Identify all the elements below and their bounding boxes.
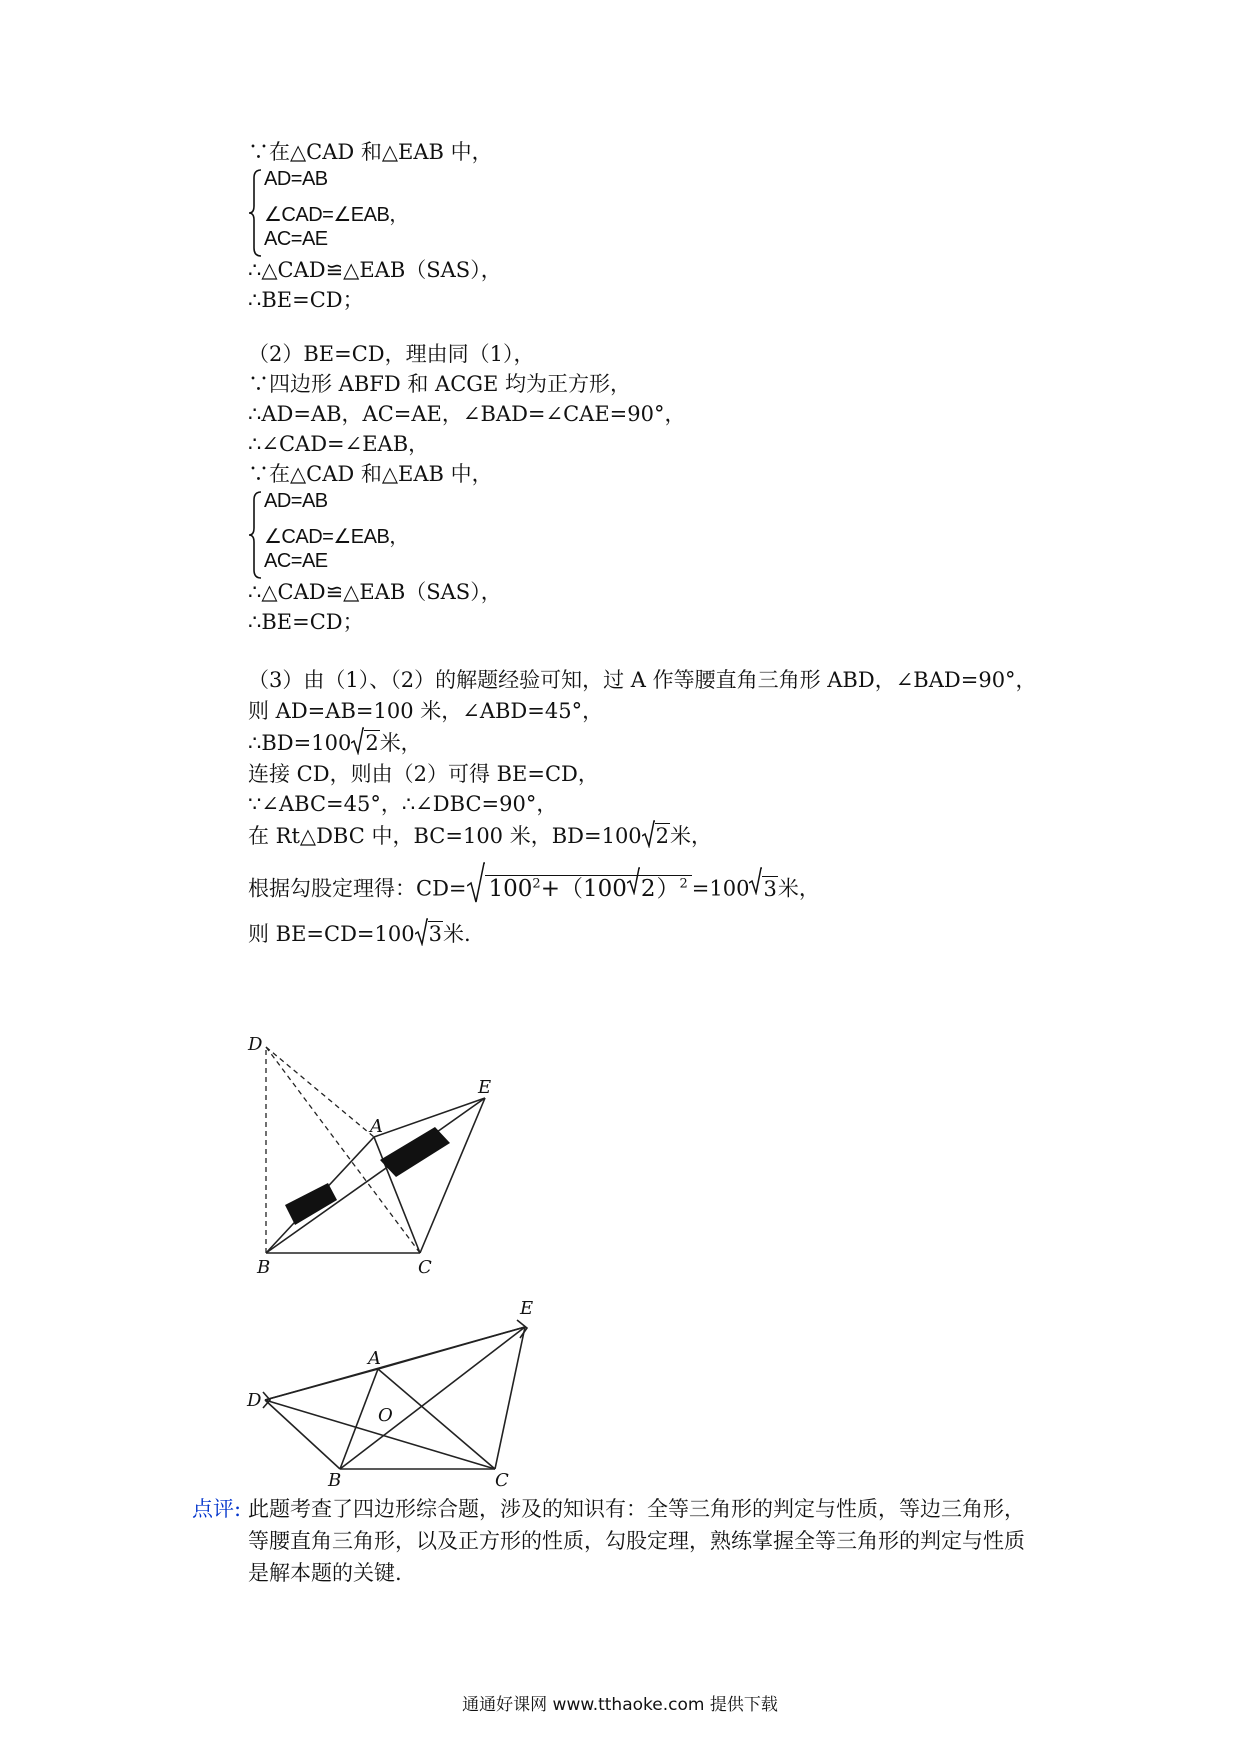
text-line xyxy=(248,729,422,757)
text-line: ∵在△CAD 和△EAB 中， xyxy=(248,140,493,164)
text-segment: 则 BE=CD=100 xyxy=(248,922,415,946)
system-row: ∠CAD=∠EAB， xyxy=(264,204,409,226)
exponent: 2 xyxy=(679,876,688,891)
radicand: 3 xyxy=(428,922,442,946)
radical-icon xyxy=(627,867,640,895)
text-line: 则 AD=AB=100 米，∠ABD=45°， xyxy=(248,699,604,723)
sqrt-expression xyxy=(351,729,379,757)
exponent: 2 xyxy=(532,876,541,891)
text-segment: 在 Rt△DBC 中，BC=100 米，BD=100 xyxy=(248,824,642,848)
segment-ce xyxy=(495,1327,525,1469)
text-line: ∴△CAD≌△EAB（SAS）， xyxy=(248,580,502,604)
radical-icon xyxy=(467,862,485,904)
radicand: 2 xyxy=(365,731,379,755)
point-label: D xyxy=(248,1035,263,1055)
sqrt-expression xyxy=(627,869,657,909)
point-label: A xyxy=(370,1116,383,1137)
geometry-figure-1 xyxy=(240,1035,510,1280)
text-line xyxy=(248,864,820,909)
text-segment: 米， xyxy=(379,731,422,755)
segment-ac xyxy=(378,1369,495,1469)
text-segment: 100 xyxy=(488,875,533,902)
point-label: D xyxy=(247,1390,262,1411)
system-row: AC=AE xyxy=(264,228,328,250)
text-line xyxy=(248,920,471,948)
segment-da-dashed xyxy=(266,1047,374,1137)
comment-line: 等腰直角三角形，以及正方形的性质，勾股定理，熟练掌握全等三角形的判定与性质 xyxy=(248,1529,1025,1553)
text-segment: ∴BD=100 xyxy=(248,731,352,755)
point-label: C xyxy=(418,1257,432,1278)
sqrt-expression xyxy=(642,822,670,850)
comment-line: 此题考查了四边形综合题，涉及的知识有：全等三角形的判定与性质，等边三角形， xyxy=(248,1497,1025,1521)
radical-icon xyxy=(642,820,655,848)
radical-icon xyxy=(749,867,762,895)
comment-tag: 点评: xyxy=(192,1497,242,1521)
system-row: ∠CAD=∠EAB， xyxy=(264,526,409,548)
radical-icon xyxy=(415,918,428,946)
text-line: 连接 CD，则由（2）可得 BE=CD， xyxy=(248,762,599,786)
brace-icon xyxy=(248,490,264,580)
point-label: E xyxy=(520,1298,534,1319)
radical-icon xyxy=(351,727,364,755)
radicand: 2 xyxy=(655,824,670,848)
text-segment: ） xyxy=(656,875,680,902)
text-line: ∵四边形 ABFD 和 ACGE 均为正方形， xyxy=(248,372,632,396)
point-label: O xyxy=(378,1405,393,1426)
comment-block xyxy=(192,1493,241,1525)
radicand xyxy=(485,875,692,902)
segment-de xyxy=(265,1327,525,1400)
text-line: ∴AD=AB，AC=AE，∠BAD=∠CAE=90°， xyxy=(248,402,686,426)
building-block xyxy=(285,1183,337,1225)
system-row: AC=AE xyxy=(264,550,328,572)
text-line xyxy=(248,822,712,850)
text-line: （3）由（1）、（2）的解题经验可知，过 A 作等腰直角三角形 ABD，∠BAD=90°， xyxy=(248,668,1037,692)
point-label: B xyxy=(328,1470,342,1487)
equation-system xyxy=(248,168,409,258)
geometry-figure-2 xyxy=(245,1292,560,1487)
sqrt-expression xyxy=(415,920,443,948)
page-footer: 通通好课网 www.tthaoke.com 提供下载 xyxy=(462,1695,778,1715)
equation-system xyxy=(248,490,409,580)
text-line: ∵在△CAD 和△EAB 中， xyxy=(248,462,493,486)
brace-icon xyxy=(248,168,264,258)
text-line: ∵∠ABC=45°，∴∠DBC=90°， xyxy=(248,792,558,816)
system-row: AD=AB xyxy=(264,168,328,190)
system-row: AD=AB xyxy=(264,490,328,512)
text-line: ∴BE=CD； xyxy=(248,610,364,634)
text-segment: =100 xyxy=(691,876,750,901)
text-segment: +（100 xyxy=(540,875,627,902)
point-label: C xyxy=(495,1470,509,1487)
text-line: ∴∠CAD=∠EAB， xyxy=(248,432,430,456)
sqrt-expression xyxy=(467,864,692,909)
point-label: E xyxy=(478,1077,492,1098)
segment-db xyxy=(265,1400,340,1469)
building-block xyxy=(380,1127,450,1177)
text-line: ∴△CAD≌△EAB（SAS）， xyxy=(248,258,502,282)
text-segment: 米， xyxy=(670,824,713,848)
radicand: 2 xyxy=(640,875,656,902)
text-segment: 米， xyxy=(777,876,820,901)
text-line: ∴BE=CD； xyxy=(248,288,364,312)
sqrt-expression xyxy=(749,869,777,909)
point-label: B xyxy=(257,1257,271,1278)
text-segment: 米. xyxy=(443,922,471,946)
radicand: 3 xyxy=(763,876,777,901)
text-line: （2）BE=CD，理由同（1）， xyxy=(248,342,535,366)
text-segment: 根据勾股定理得：CD= xyxy=(248,876,467,901)
point-label: A xyxy=(368,1348,381,1369)
comment-line: 是解本题的关键. xyxy=(248,1561,402,1585)
